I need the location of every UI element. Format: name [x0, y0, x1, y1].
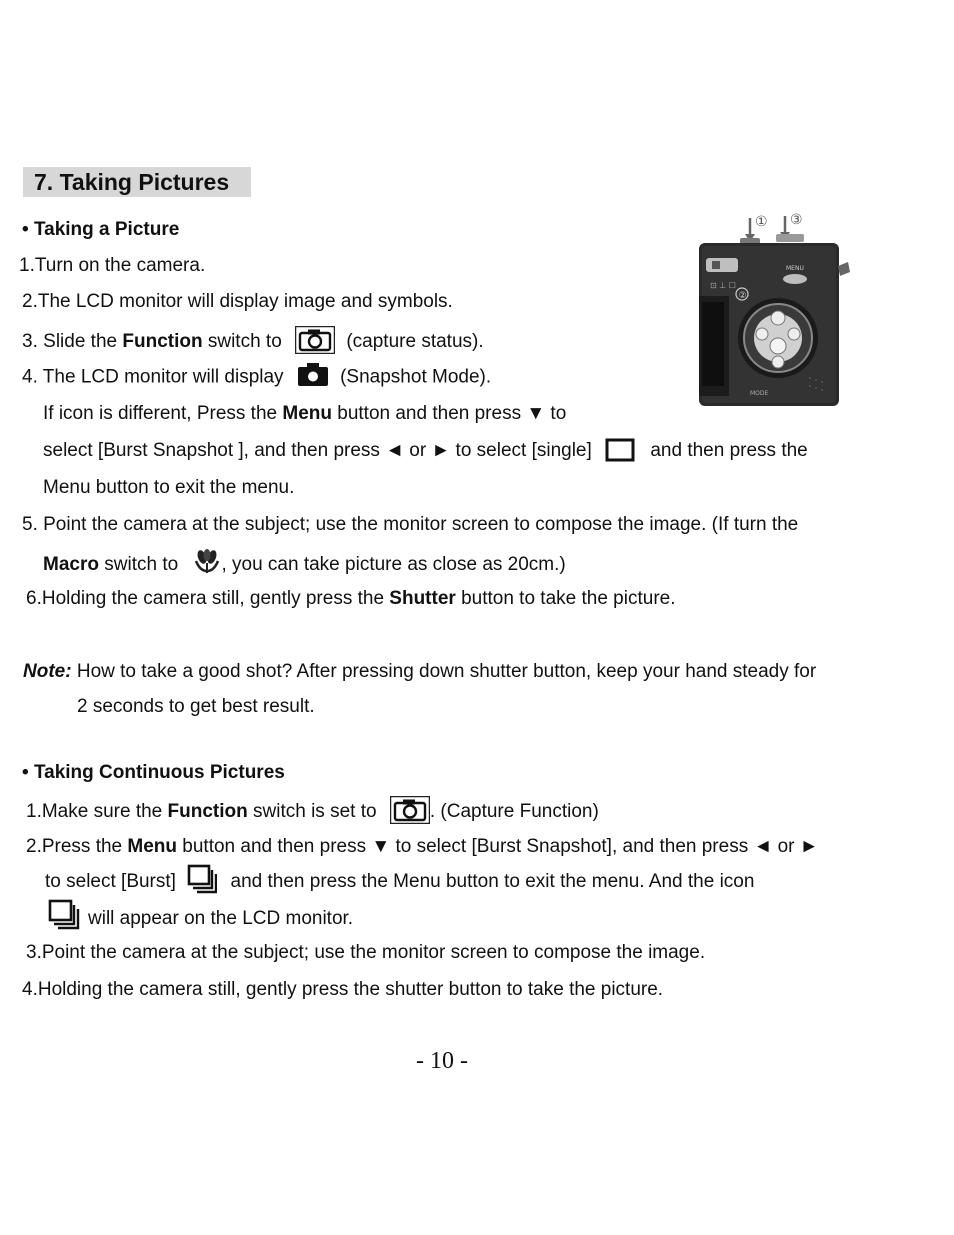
step-2: 2.The LCD monitor will display image and symbols.	[22, 291, 453, 312]
step-4-line-3: select [Burst Snapshot ], and then press ◄ or ► to select [single] and then press the	[43, 439, 808, 463]
continuous-step-4: 4.Holding the camera still, gently press the shutter button to take the picture.	[22, 979, 664, 1000]
snapshot-mode-icon	[297, 362, 329, 387]
subheading-taking-a-picture	[22, 218, 179, 242]
bullet: •	[22, 219, 29, 240]
mode-label: MODE	[750, 390, 769, 397]
section-title: 7. Taking Pictures	[34, 169, 230, 195]
subheading-text: Taking a Picture	[33, 219, 180, 240]
capture-camera-icon	[390, 796, 430, 824]
step-4: 4. The LCD monitor will display (Snapshot Mode).	[22, 365, 491, 390]
marker-3: ③	[790, 212, 803, 228]
continuous-step-2: 2.Press the Menu button and then press ▼ to select [Burst Snapshot], and then press ◄ or ►	[26, 836, 819, 857]
page-number: - 10 -	[416, 1048, 468, 1074]
menu-label: MENU	[786, 265, 804, 272]
svg-text:⊡ ⊥ ☐: ⊡ ⊥ ☐	[710, 281, 736, 290]
marker-2: ②	[738, 291, 747, 301]
note-label: Note:	[23, 661, 72, 682]
step-4-line-2: If icon is different, Press the Menu button and then press ▼ to	[43, 403, 567, 424]
single-frame-icon	[605, 438, 635, 462]
subheading-text: Taking Continuous Pictures	[33, 762, 285, 783]
note-line-2: 2 seconds to get best result.	[77, 696, 315, 717]
step-4-line-4: Menu button to exit the menu.	[43, 477, 295, 498]
camera-back-photo	[698, 210, 850, 408]
macro-flower-icon	[193, 547, 221, 575]
step-3: 3. Slide the Function switch to (capture status).	[22, 328, 484, 356]
continuous-step-1: 1.Make sure the Function switch is set to . (Capture Function)	[26, 798, 599, 826]
step-5-line-2: Macro switch to , you can take picture as close as 20cm.)	[43, 551, 566, 579]
capture-camera-icon	[295, 326, 335, 354]
continuous-step-2-line-2: to select [Burst] and then press the Menu button to exit the menu. And the icon	[45, 867, 754, 897]
continuous-step-3: 3.Point the camera at the subject; use the monitor screen to compose the image.	[26, 942, 706, 963]
marker-1: ①	[755, 214, 768, 230]
step-6: 6.Holding the camera still, gently press the Shutter button to take the picture.	[26, 588, 676, 609]
continuous-step-2-line-3: will appear on the LCD monitor.	[48, 903, 353, 935]
bullet: •	[22, 762, 29, 783]
burst-icon	[48, 899, 80, 931]
step-5: 5. Point the camera at the subject; use the monitor screen to compose the image. (If turn the	[22, 514, 799, 535]
step-1: 1.Turn on the camera.	[19, 255, 206, 276]
subheading-continuous	[22, 761, 285, 785]
burst-icon	[187, 864, 217, 894]
note-line-1: Note: How to take a good shot? After pressing down shutter button, keep your hand steady for	[23, 661, 817, 682]
